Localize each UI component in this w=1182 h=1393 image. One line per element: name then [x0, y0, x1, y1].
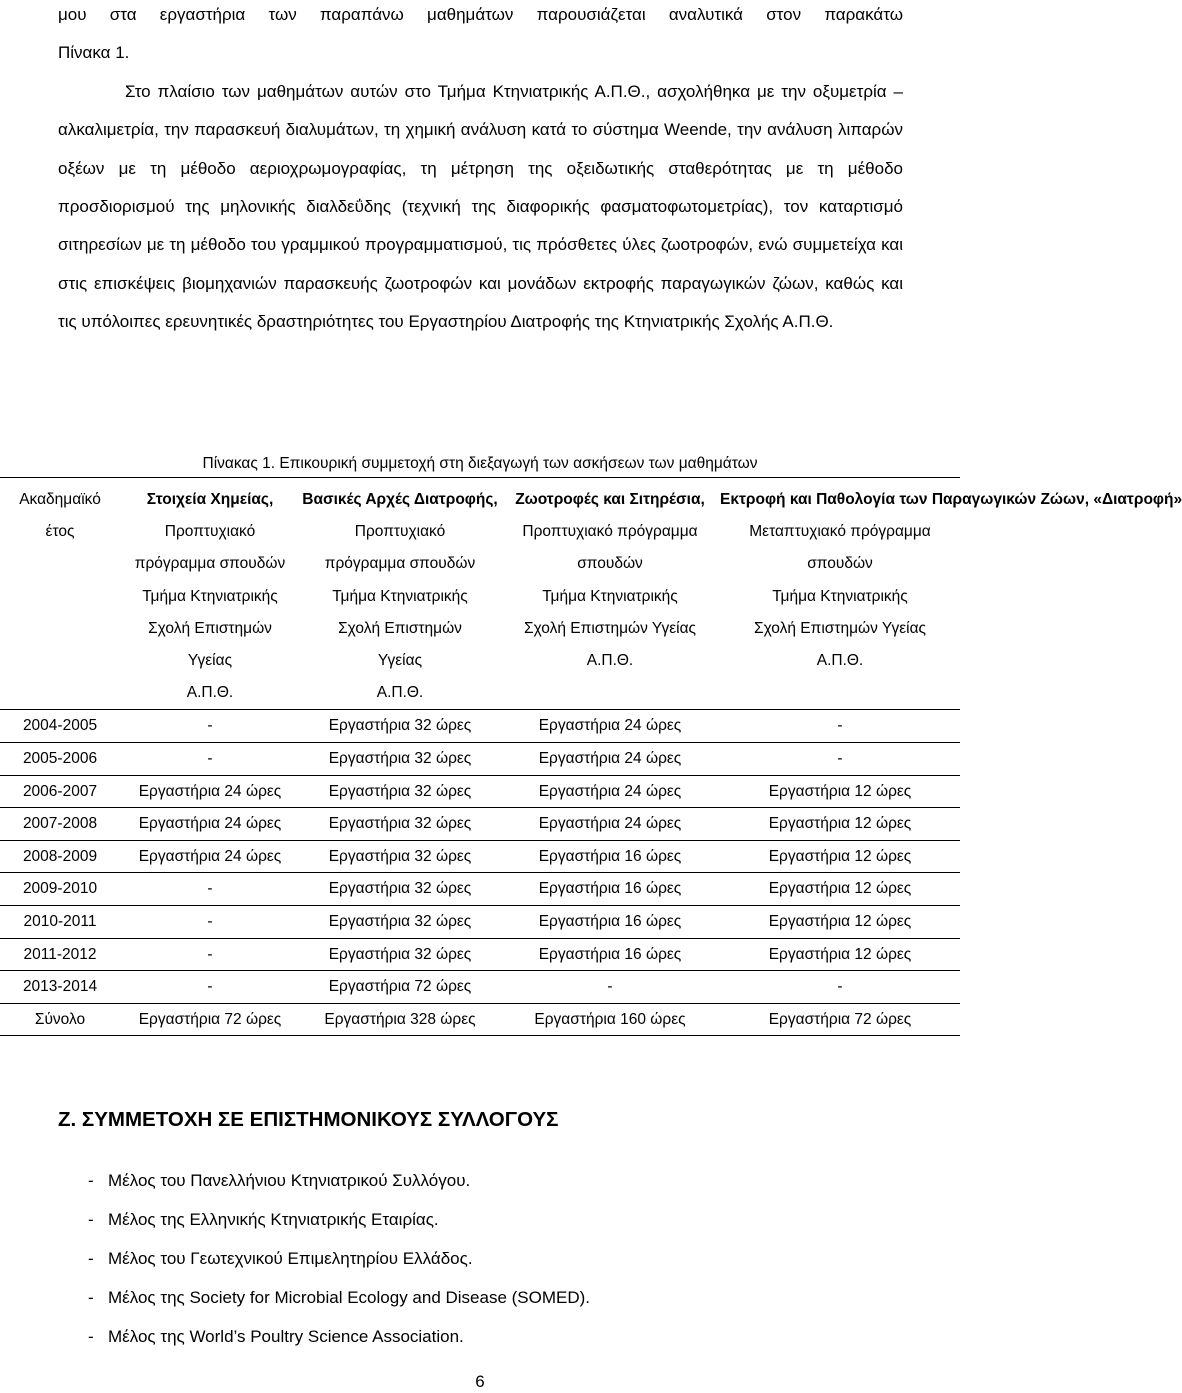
table-cell: Εργαστήρια 24 ώρες	[138, 815, 282, 833]
table-cell: Εργαστήρια 16 ώρες	[538, 880, 682, 898]
table-cell: 2010-2011	[23, 912, 97, 930]
table-cell: Εργαστήρια 12 ώρες	[768, 945, 912, 963]
section-title: Ζ. ΣΥΜΜΕΤΟΧΗ ΣΕ ΕΠΙΣΤΗΜΟΝΙΚΟΥΣ ΣΥΛΛΟΓΟΥΣ	[58, 1108, 559, 1131]
table-row	[0, 938, 960, 971]
list-item	[88, 1317, 590, 1356]
total-cell: Εργαστήρια 72 ώρες	[768, 1010, 912, 1028]
table-cell: 2007-2008	[22, 815, 98, 833]
list-item-text: Μέλος του Πανελλήνιου Κτηνιατρικού Συλλόγου.	[108, 1171, 471, 1190]
list-item	[88, 1278, 590, 1317]
table-cell: 2005-2006	[22, 750, 98, 768]
table-cell: -	[207, 945, 213, 963]
header-line: Προπτυχιακό	[164, 523, 256, 541]
table-cell: -	[207, 880, 213, 898]
table-cell: -	[207, 750, 213, 768]
table-cell: Εργαστήρια 24 ώρες	[538, 782, 682, 800]
total-cell: Εργαστήρια 160 ώρες	[534, 1010, 686, 1028]
header-line: Α.Π.Θ.	[376, 684, 424, 702]
total-cell: Εργαστήρια 72 ώρες	[138, 1010, 282, 1028]
table-header-row	[0, 478, 960, 710]
table-header-col-1	[120, 478, 300, 710]
table-cell: Εργαστήρια 32 ώρες	[328, 782, 472, 800]
intro-paragraph: Στο πλαίσιο των μαθημάτων αυτών στο Τμήμα Κτηνιατρικής Α.Π.Θ., ασχολήθηκα με την οξυμετρία – αλκαλιμετρία, την παρασκευή διαλυμάτων, τη χημική ανάλυση κατά το σύστημα Weende, την ανάλυση λιπαρών οξέων με τη μέθοδο αεριοχρωμογραφίας, τη μέτρηση της οξειδωτικής σταθερότητας με τη μέθοδο προσδιορισμού της μηλονικής διαλδεΰδης (τεχνική της διαφορικής φασματοφωτομετρίας), τον καταρτισμό σιτηρεσίων με τη μέθοδο του γραμμικού προγραμματισμού, τις πρόσθετες ύλες ζωοτροφών, ενώ συμμετείχα και στις επισκέψεις βιομηχανιών παρασκευής ζωοτροφών και μονάδων εκτροφής παραγωγικών ζώων, καθώς και τις υπόλοιπες ερευνητικές δραστηριότητες του Εργαστηρίου Διατροφής της Κτηνιατρικής Σχολής Α.Π.Θ.	[58, 81, 903, 332]
table-cell: -	[207, 717, 213, 735]
total-cell: Εργαστήρια 328 ώρες	[324, 1010, 476, 1028]
list-bullet: -	[88, 1288, 94, 1307]
membership-list	[88, 1161, 590, 1356]
table-caption: Πίνακας 1. Επικουρική συμμετοχή στη διεξαγωγή των ασκήσεων των μαθημάτων	[202, 455, 758, 472]
header-line: Υγείας	[187, 652, 233, 670]
table-total-row	[0, 1003, 960, 1036]
table-row	[0, 775, 960, 808]
list-item	[88, 1200, 590, 1239]
table-row	[0, 873, 960, 906]
table-cell: Εργαστήρια 24 ώρες	[538, 815, 682, 833]
header-line: πρόγραμμα σπουδών	[134, 555, 286, 573]
table-cell: Εργαστήρια 16 ώρες	[538, 847, 682, 865]
table-body	[0, 710, 960, 1003]
header-line: Μεταπτυχιακό πρόγραμμα	[749, 523, 931, 541]
list-bullet: -	[88, 1210, 94, 1229]
header-line: Α.Π.Θ.	[586, 652, 634, 670]
table-cell: 2011-2012	[23, 945, 97, 963]
table-cell: Εργαστήρια 24 ώρες	[538, 717, 682, 735]
table-header-col-0	[0, 478, 120, 710]
table-cell: -	[207, 912, 213, 930]
list-item-text: Μέλος του Γεωτεχνικού Επιμελητηρίου Ελλάδος.	[108, 1249, 473, 1268]
intro-line-1: μου στα εργαστήρια των παραπάνω μαθημάτων παρουσιάζεται αναλυτικά στον παρακάτω	[58, 5, 903, 24]
header-line: Τμήμα Κτηνιατρικής	[142, 587, 278, 605]
table-cell: Εργαστήρια 32 ώρες	[328, 912, 472, 930]
header-title: Ζωοτροφές και Σιτηρέσια,	[515, 491, 705, 508]
intro-text	[58, 0, 903, 342]
header-line: Σχολή Επιστημών	[338, 619, 462, 637]
list-item-text: Μέλος της Ελληνικής Κτηνιατρικής Εταιρίας.	[108, 1210, 439, 1229]
table-cell: Εργαστήρια 32 ώρες	[328, 815, 472, 833]
table-row	[0, 840, 960, 873]
table-cell: Εργαστήρια 12 ώρες	[768, 847, 912, 865]
header-line: Α.Π.Θ.	[186, 684, 234, 702]
header-line: Τμήμα Κτηνιατρικής	[542, 587, 678, 605]
table-row	[0, 710, 960, 743]
table-header-col-2	[300, 478, 500, 710]
table-cell: 2008-2009	[22, 847, 98, 865]
header-line: Σχολή Επιστημών	[148, 619, 272, 637]
table-cell: Εργαστήρια 12 ώρες	[768, 880, 912, 898]
table-cell: Εργαστήρια 32 ώρες	[328, 945, 472, 963]
table-cell: Εργαστήρια 32 ώρες	[328, 880, 472, 898]
page-number: 6	[475, 1372, 485, 1391]
header-line: Τμήμα Κτηνιατρικής	[332, 587, 468, 605]
list-item-text: Μέλος της Society for Microbial Ecology and Disease (SOMED).	[108, 1288, 591, 1307]
table-row	[0, 971, 960, 1004]
header-title: Εκτροφή και Παθολογία των Παραγωγικών Ζώων, «Διατροφή»	[720, 491, 1182, 508]
list-item-text: Μέλος της World’s Poultry Science Association.	[108, 1327, 464, 1346]
table-cell: 2009-2010	[22, 880, 98, 898]
intro-line-2: Πίνακα 1.	[58, 43, 130, 63]
table-cell: Εργαστήρια 72 ώρες	[328, 978, 472, 996]
table-cell: Εργαστήρια 12 ώρες	[768, 912, 912, 930]
table-row	[0, 808, 960, 841]
table-cell: Εργαστήρια 12 ώρες	[768, 815, 912, 833]
table-header-col-3	[500, 478, 720, 710]
list-bullet: -	[88, 1171, 94, 1190]
table-cell: Εργαστήρια 24 ώρες	[138, 782, 282, 800]
header-line: σπουδών	[807, 555, 873, 573]
header-line: Ακαδημαϊκό	[19, 491, 101, 508]
table-cell: Εργαστήρια 24 ώρες	[538, 750, 682, 768]
table-cell: Εργαστήρια 12 ώρες	[768, 782, 912, 800]
table-cell: -	[837, 750, 843, 768]
header-title: Στοιχεία Χημείας,	[146, 491, 274, 508]
table-cell: -	[837, 717, 843, 735]
header-line: Σχολή Επιστημών Υγείας	[523, 619, 697, 637]
header-line: Σχολή Επιστημών Υγείας	[753, 619, 927, 637]
header-title: Βασικές Αρχές Διατροφής,	[302, 491, 498, 508]
header-line: Προπτυχιακό	[354, 523, 446, 541]
list-bullet: -	[88, 1249, 94, 1268]
table-cell: Εργαστήρια 24 ώρες	[138, 847, 282, 865]
table-row	[0, 905, 960, 938]
header-line: Α.Π.Θ.	[816, 652, 864, 670]
table-cell: -	[837, 978, 843, 996]
total-cell: Σύνολο	[34, 1010, 86, 1028]
table-cell: Εργαστήρια 32 ώρες	[328, 717, 472, 735]
table-row	[0, 743, 960, 776]
table-cell: 2006-2007	[22, 782, 98, 800]
table-cell: Εργαστήρια 32 ώρες	[328, 750, 472, 768]
participation-table	[0, 477, 1182, 1036]
header-line: Προπτυχιακό πρόγραμμα	[522, 523, 698, 541]
header-line: έτος	[45, 523, 75, 541]
table-cell: Εργαστήρια 16 ώρες	[538, 912, 682, 930]
table-cell: -	[607, 978, 613, 996]
header-line: Τμήμα Κτηνιατρικής	[772, 587, 908, 605]
table-cell: -	[207, 978, 213, 996]
list-item	[88, 1161, 590, 1200]
table-cell: Εργαστήρια 16 ώρες	[538, 945, 682, 963]
header-line: πρόγραμμα σπουδών	[324, 555, 476, 573]
list-item	[88, 1239, 590, 1278]
table-cell: 2013-2014	[22, 978, 98, 996]
table-header-col-4	[720, 478, 1182, 710]
header-line: Υγείας	[377, 652, 423, 670]
table-cell: Εργαστήρια 32 ώρες	[328, 847, 472, 865]
list-bullet: -	[88, 1327, 94, 1346]
table-cell: 2004-2005	[22, 717, 98, 735]
header-line: σπουδών	[577, 555, 643, 573]
